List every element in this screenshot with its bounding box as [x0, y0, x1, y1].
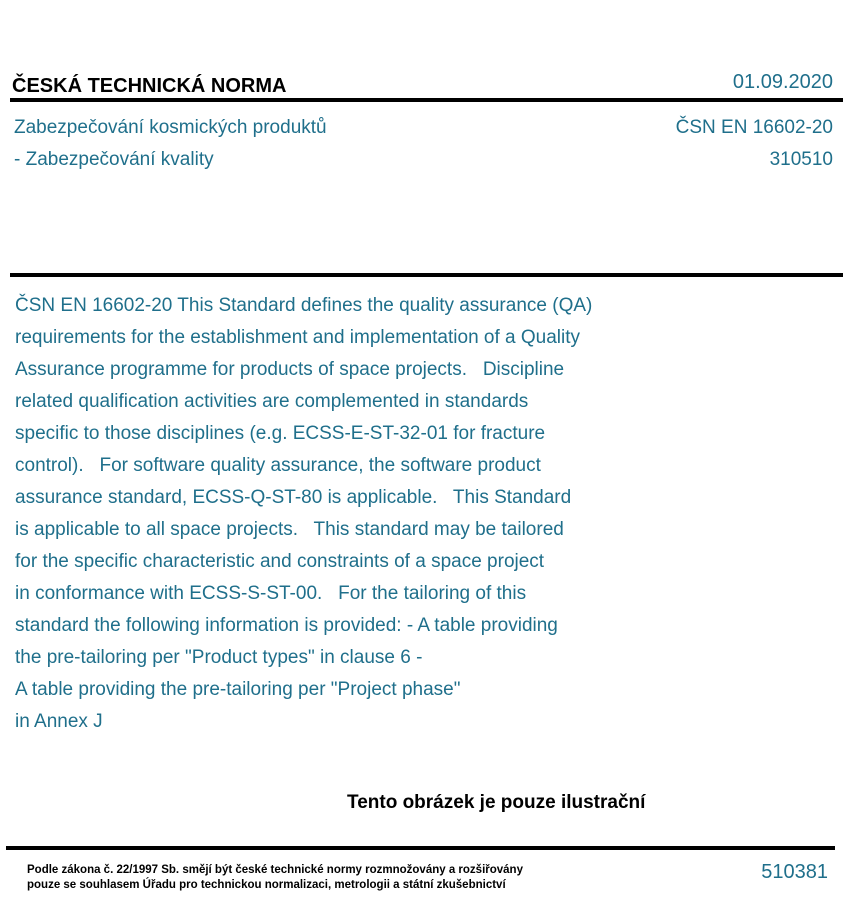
standard-number: ČSN EN 16602-20	[675, 117, 833, 138]
abstract-line: ČSN EN 16602-20 This Standard defines the quality assurance (QA)	[15, 295, 593, 316]
section-divider	[10, 273, 843, 277]
legal-line-1: Podle zákona č. 22/1997 Sb. smějí být české technické normy rozmnožovány a rozšiřovány	[27, 864, 523, 876]
standard-title-line-1: Zabezpečování kosmických produktů	[14, 117, 327, 138]
abstract-line: A table providing the pre-tailoring per "Project phase"	[15, 679, 461, 700]
classification-code: 310510	[769, 149, 833, 170]
abstract-line: standard the following information is provided: - A table providing	[15, 615, 558, 636]
footer-divider	[6, 846, 835, 850]
abstract-line: in Annex J	[15, 711, 103, 732]
abstract-line: the pre-tailoring per "Product types" in clause 6 -	[15, 647, 423, 668]
abstract-line: Assurance programme for products of space projects. Discipline	[15, 359, 565, 380]
abstract-line: specific to those disciplines (e.g. ECSS-E-ST-32-01 for fracture	[15, 423, 546, 444]
abstract-line: related qualification activities are complemented in standards	[15, 391, 529, 412]
abstract-line: control). For software quality assurance, the software product	[15, 455, 541, 476]
publication-date: 01.09.2020	[732, 71, 833, 93]
abstract-text	[15, 290, 695, 738]
standard-title-line-2: - Zabezpečování kvality	[14, 149, 214, 170]
abstract-line: for the specific characteristic and constraints of a space project	[15, 551, 545, 572]
document-id: 510381	[761, 861, 828, 883]
illustration-note: Tento obrázek je pouze ilustrační	[347, 792, 646, 813]
legal-notice	[27, 863, 523, 893]
abstract-line: in conformance with ECSS-S-ST-00. For the tailoring of this	[15, 583, 527, 604]
abstract-line: requirements for the establishment and implementation of a Quality	[15, 327, 581, 348]
header-divider	[10, 98, 843, 102]
norm-heading: ČESKÁ TECHNICKÁ NORMA	[12, 75, 287, 97]
legal-line-2: pouze se souhlasem Úřadu pro technickou normalizaci, metrologii a státní zkušebnictví	[27, 879, 506, 891]
abstract-line: assurance standard, ECSS-Q-ST-80 is applicable. This Standard	[15, 487, 572, 508]
abstract-line: is applicable to all space projects. This standard may be tailored	[15, 519, 564, 540]
